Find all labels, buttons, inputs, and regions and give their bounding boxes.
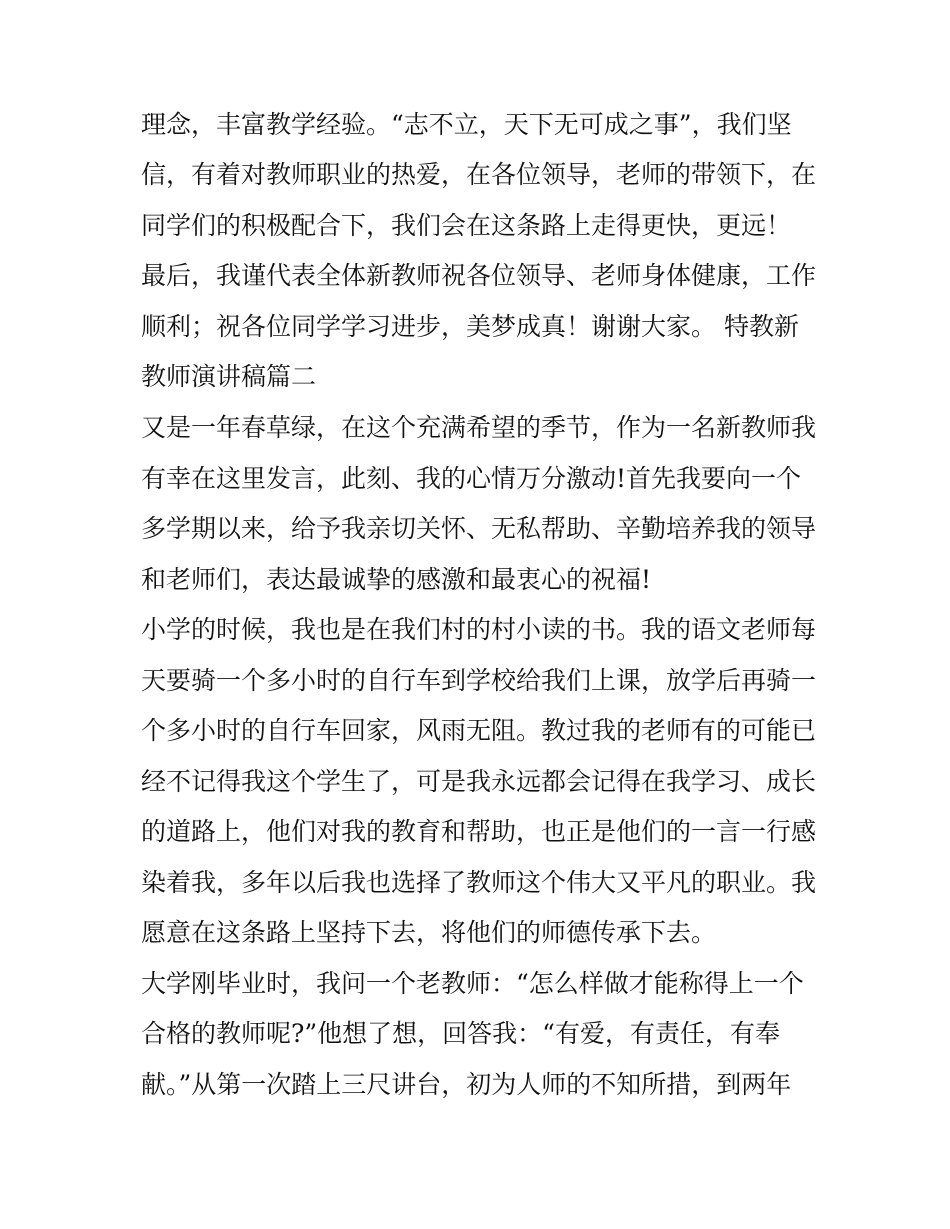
text-line: 天要骑一个多小时的自行车到学校给我们上课，放学后再骑一	[141, 666, 817, 695]
text-line: 的道路上，他们对我的教育和帮助，也正是他们的一言一行感	[141, 817, 817, 846]
text-line: 同学们的积极配合下，我们会在这条路上走得更快，更远！	[141, 211, 792, 240]
section-heading: 教师演讲稿篇二	[141, 362, 317, 391]
text-line: 理念，丰富教学经验。“志不立，天下无可成之事”，我们坚	[141, 110, 792, 139]
text-line: 多学期以来，给予我亲切关怀、无私帮助、辛勤培养我的领导	[141, 514, 817, 543]
text-line: 染着我，多年以后我也选择了教师这个伟大又平凡的职业。我	[141, 868, 817, 897]
text-line: 个多小时的自行车回家，风雨无阻。教过我的老师有的可能已	[141, 716, 817, 745]
text-line: 顺利；祝各位同学学习进步，美梦成真！谢谢大家。 特教新	[141, 312, 799, 341]
text-line: 经不记得我这个学生了，可是我永远都会记得在我学习、成长	[141, 767, 817, 796]
text-line: 大学刚毕业时，我问一个老教师：“怎么样做才能称得上一个	[141, 969, 804, 998]
text-line: 愿意在这条路上坚持下去，将他们的师德传承下去。	[141, 918, 717, 947]
text-line: 有幸在这里发言，此刻、我的心情万分激动!首先我要向一个	[141, 464, 802, 493]
text-line: 小学的时候，我也是在我们村的村小读的书。我的语文老师每	[141, 615, 817, 644]
text-line: 最后，我谨代表全体新教师祝各位领导、老师身体健康，工作	[141, 261, 817, 290]
text-line: 献。”从第一次踏上三尺讲台，初为人师的不知所措，到两年	[141, 1070, 792, 1099]
text-line: 和老师们，表达最诚挚的感激和最衷心的祝福!	[141, 565, 652, 594]
text-line: 合格的教师呢?”他想了想，回答我：“有爱，有责任，有奉	[141, 1019, 780, 1048]
text-line: 又是一年春草绿，在这个充满希望的季节，作为一名新教师我	[141, 413, 817, 442]
text-line: 信，有着对教师职业的热爱，在各位领导，老师的带领下，在	[141, 160, 817, 189]
